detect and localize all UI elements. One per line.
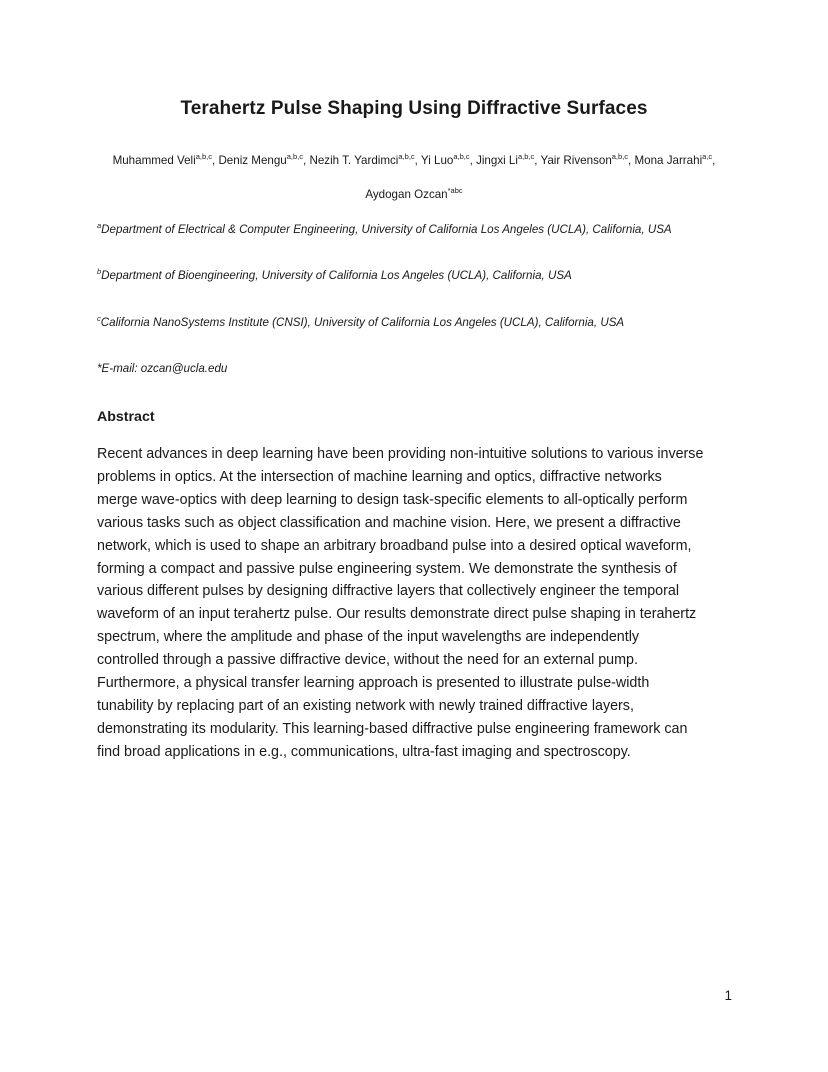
abstract-line: network, which is used to shape an arbitrary broadband pulse into a desired optical waveform, [97,537,692,554]
paper-title: Terahertz Pulse Shaping Using Diffractive Surfaces [180,98,648,119]
author-entry-corresponding [365,188,462,201]
author-separator: , [628,154,635,167]
abstract-line: merge wave-optics with deep learning to design task-specific elements to all-optically perform [97,491,688,508]
affiliation-mark: b [97,267,102,276]
abstract-line: tunability by replacing part of an existing network with newly trained diffractive layers, [97,697,634,714]
affiliation-b [97,269,572,282]
abstract-line: controlled through a passive diffractive device, without the need for an external pump. [97,652,638,669]
page-number: 1 [724,988,732,1003]
author-entry [634,154,715,167]
abstract-line: waveform of an input terahertz pulse. Our results demonstrate direct pulse shaping in terahertz [97,606,697,623]
author-name: Aydogan Ozcan [365,188,448,201]
author-entry [540,154,634,167]
author-entry [476,154,540,167]
abstract-line: problems in optics. At the intersection of machine learning and optics, diffractive networks [97,468,662,485]
abstract-line: find broad applications in e.g., communications, ultra-fast imaging and spectroscopy. [97,743,631,760]
affiliation-mark: c [97,314,101,323]
affiliation-a [97,223,672,236]
abstract-line: forming a compact and passive pulse engineering system. We demonstrate the synthesis of [97,560,677,577]
author-affiliation-mark: a,b,c [398,152,415,161]
abstract-line: Furthermore, a physical transfer learning approach is presented to illustrate pulse-width [97,675,650,692]
abstract-line: various tasks such as object classification and machine vision. Here, we present a diffractive [97,514,681,531]
affiliation-text: Department of Bioengineering, University of California Los Angeles (UCLA), California, USA [101,269,572,282]
affiliation-text: Department of Electrical & Computer Engineering, University of California Los Angeles (UCLA), California, USA [101,223,672,236]
author-name: Nezih T. Yardimci [309,154,399,167]
author-entry [421,154,476,167]
abstract-heading: Abstract [97,409,155,425]
abstract-line: spectrum, where the amplitude and phase of the input wavelengths are independently [97,629,640,646]
author-affiliation-mark: a,b,c [611,152,629,161]
author-affiliation-mark: a,b,c [286,152,304,161]
author-name: Muhammed Veli [112,154,196,167]
author-affiliation-mark: a,b,c [453,152,470,161]
author-entry [309,154,420,167]
author-affiliation-mark: a,c [702,152,713,161]
author-separator: , [211,154,219,167]
affiliation-mark: a [97,221,102,230]
affiliation-c [97,316,624,329]
corresponding-email: *E-mail: ozcan@ucla.edu [97,362,228,375]
author-name: Yair Rivenson [540,154,612,167]
author-separator: , [303,154,310,167]
author-separator: , [534,154,541,167]
author-affiliation-mark: a,b,c [195,152,212,161]
author-line-1 [113,154,716,167]
abstract-line: various different pulses by designing diffractive layers that collectively engineer the temporal [97,583,679,600]
author-affiliation-mark: a,b,c [517,152,535,161]
author-name: Jingxi Li [476,154,518,167]
author-affiliation-mark: *abc [447,186,463,195]
author-name: Deniz Mengu [218,154,287,167]
author-separator: , [469,154,477,167]
abstract-line: Recent advances in deep learning have been providing non-intuitive solutions to various inverse [97,446,704,462]
abstract-line: demonstrating its modularity. This learning-based diffractive pulse engineering framework can [97,720,688,737]
author-entry [218,154,309,167]
author-name: Mona Jarrahi [634,154,703,167]
author-name: Yi Luo [420,154,454,167]
affiliation-text: California NanoSystems Institute (CNSI), University of California Los Angeles (UCLA), California, USA [100,316,625,329]
author-separator: , [712,154,716,167]
abstract-body [97,443,737,764]
author-list [60,144,768,212]
author-separator: , [414,154,421,167]
author-entry [113,154,219,167]
